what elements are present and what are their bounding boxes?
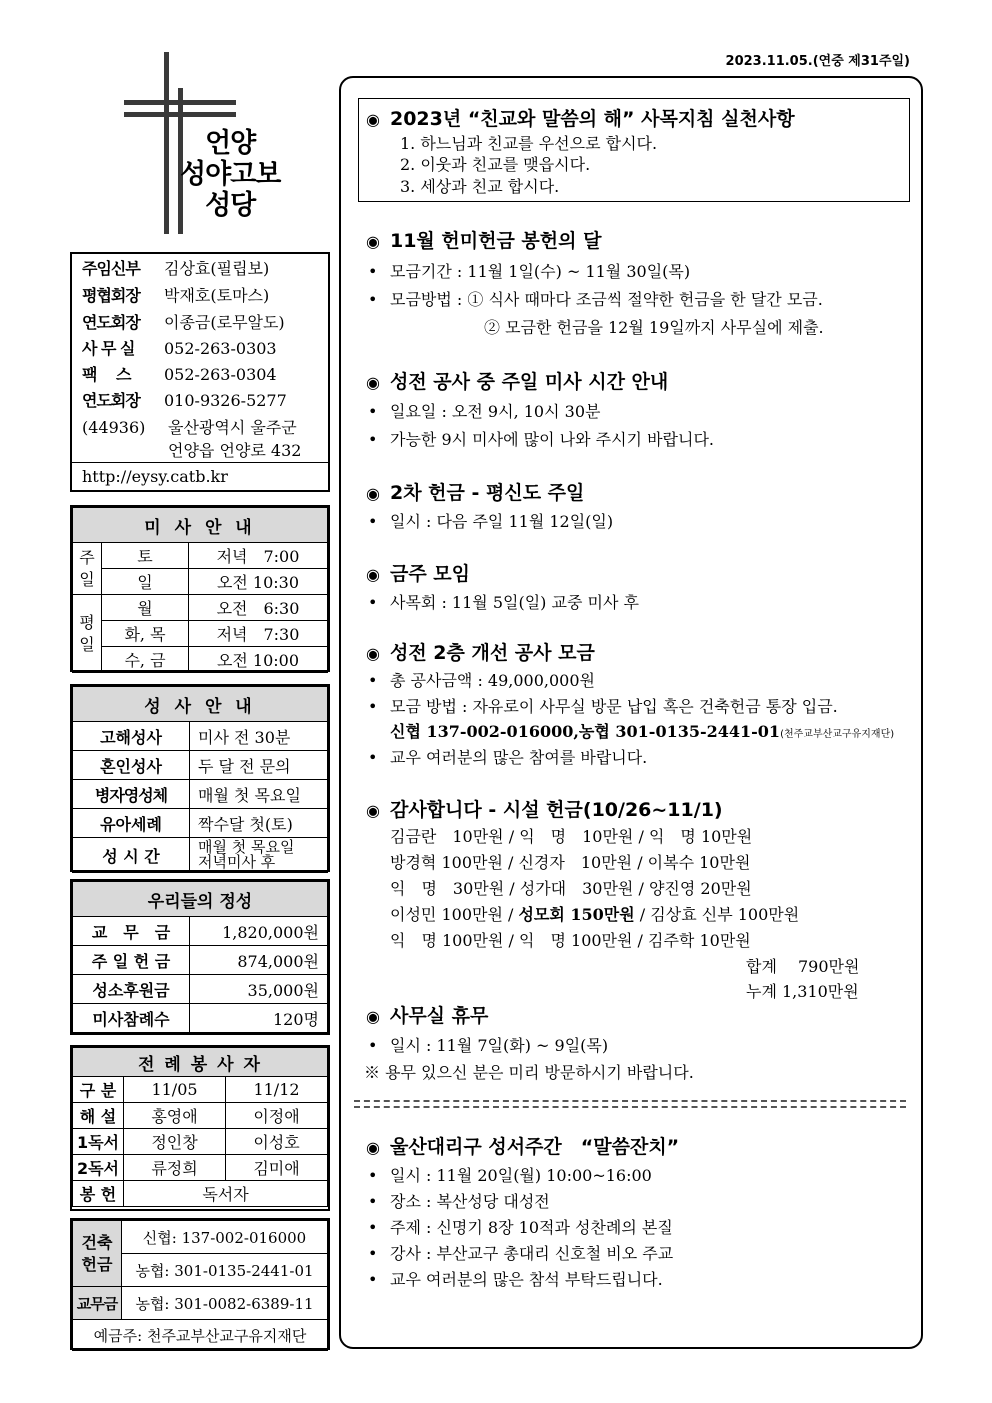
servers-label: 1독서: [73, 1129, 124, 1155]
info-value: 010-9326-5277: [164, 391, 287, 410]
servers-date: 11/05: [124, 1077, 226, 1103]
info-label: 팩 스: [82, 365, 131, 384]
mass-time: 오전 10:30: [189, 569, 328, 595]
pastoral-item: 1. 하느님과 친교를 우선으로 합시다.: [400, 134, 658, 153]
bullet-icon: •: [368, 1192, 378, 1211]
section-title: ◉ 11월 헌미헌금 봉헌의 달: [366, 230, 602, 252]
servers-name: 이성호: [226, 1129, 328, 1155]
postcode: (44936): [82, 418, 146, 437]
mass-day: 수, 금: [102, 647, 189, 673]
info-row: [82, 283, 269, 309]
bullet-icon: •: [368, 1036, 378, 1055]
section-title: ◉ 성전 2층 개선 공사 모금: [366, 642, 595, 664]
parish-name-line3: 성당: [205, 190, 256, 221]
section-title: ◉ 감사합니다 - 시설 헌금(10/26~11/1): [366, 799, 723, 821]
bullet-icon: •: [368, 402, 378, 421]
notice-line: • 일요일 : 오전 9시, 10시 30분: [368, 402, 601, 421]
notice-line: • 총 공사금액 : 49,000,000원: [368, 671, 595, 690]
account-number: 신협: 137-002-016000: [122, 1221, 328, 1254]
info-row: [82, 256, 269, 282]
notice-line: • 일시 : 다음 주일 11월 12일(일): [368, 512, 614, 531]
section-mark-icon: ◉: [366, 1007, 380, 1026]
donor-row: 익 명 30만원 / 성가대 30만원 / 양진영 20만원: [390, 879, 752, 898]
offering-name: 교 무 금: [73, 917, 190, 946]
donor-row: 익 명 100만원 / 익 명 100만원 / 김주학 10만원: [390, 931, 751, 950]
parish-name-line1: 언양: [205, 128, 256, 159]
info-label: 주임신부: [82, 259, 140, 278]
parish-name-line2: 성야고보: [180, 159, 281, 190]
sacrament-table: [72, 686, 328, 873]
offering-value: 874,000원: [190, 946, 328, 975]
sacrament-title: 성 사 안 내: [73, 687, 328, 722]
pastoral-title: ◉ 2023년 “친교와 말씀의 해” 사목지침 실천사항: [366, 108, 795, 130]
accounts-box: [70, 1218, 330, 1350]
mass-time: 저녁 7:30: [189, 621, 328, 647]
pastoral-item: 2. 이웃과 친교를 맺읍시다.: [400, 155, 591, 174]
notice-line: • 주제 : 신명기 8장 10적과 성찬례의 본질: [368, 1218, 673, 1237]
address-line1: 울산광역시 울주군: [168, 418, 297, 437]
donor-row: 이성민 100만원 / 성모회 150만원 / 김상효 신부 100만원: [390, 905, 800, 924]
notice-line: • 사목회 : 11월 5일(일) 교중 미사 후: [368, 593, 639, 612]
info-label: 연도회장: [82, 391, 140, 410]
servers-name: 정인창: [124, 1129, 226, 1155]
servers-name: 홍영애: [124, 1103, 226, 1129]
section-mark-icon: ◉: [366, 373, 380, 392]
servers-title: 전 례 봉 사 자: [73, 1048, 328, 1077]
info-row: [82, 310, 285, 336]
sacrament-name: 성 시 간: [73, 838, 190, 873]
offering-box: [70, 879, 330, 1035]
bullet-icon: •: [368, 593, 378, 612]
bullet-icon: •: [368, 1244, 378, 1263]
sacrament-box: [70, 684, 330, 872]
bullet-icon: •: [368, 290, 378, 309]
mass-day: 월: [102, 595, 189, 621]
section-title: ◉ 사무실 휴무: [366, 1005, 489, 1027]
building-fund-label: 건축: [81, 1232, 113, 1252]
offering-name: 미사참례수: [73, 1004, 190, 1033]
donation-total: 합계 790만원: [746, 957, 860, 976]
notice-line: • 모금 방법 : 자유로이 사무실 방문 납입 혹은 건축헌금 통장 입금.: [368, 697, 838, 716]
offering-value: 120명: [190, 1004, 328, 1033]
servers-name: 독서자: [124, 1181, 328, 1207]
weekday-label: 평일: [73, 595, 102, 673]
bullet-icon: •: [368, 512, 378, 531]
sunday-label: 주일: [73, 543, 102, 595]
account-holder: 예금주: 천주교부산교구유지재단: [73, 1320, 328, 1351]
notice-line: 신협 137-002-016000,농협 301-0135-2441-01(천주교부산교구유지재단): [390, 722, 895, 741]
bullet-icon: •: [368, 1166, 378, 1185]
info-value: 이종금(로무알도): [164, 313, 285, 332]
info-label: 평협회장: [82, 286, 140, 305]
mass-schedule-box: [70, 505, 330, 672]
info-value: 김상효(필립보): [164, 259, 270, 278]
mass-time: 저녁 7:00: [189, 543, 328, 569]
info-value: 박재호(토마스): [164, 286, 270, 305]
info-row: [82, 336, 277, 362]
section-mark-icon: ◉: [366, 484, 380, 503]
donor-row: 김금란 10만원 / 익 명 10만원 / 익 명 10만원: [390, 827, 753, 846]
info-value: 052-263-0304: [164, 365, 277, 384]
bullet-icon: •: [368, 1270, 378, 1289]
sacrament-name: 병자영성체: [73, 780, 190, 809]
notice-line: ※ 용무 있으신 분은 미리 방문하시기 바랍니다.: [364, 1063, 694, 1082]
dues-label: 교무금: [73, 1287, 122, 1320]
notice-line: ② 모금한 헌금을 12월 19일까지 사무실에 제출.: [484, 318, 824, 337]
mass-time: 오전 10:00: [189, 647, 328, 673]
sacrament-name: 유아세례: [73, 809, 190, 838]
servers-box: [70, 1045, 330, 1211]
info-value: 052-263-0303: [164, 339, 277, 358]
servers-label: 2독서: [73, 1155, 124, 1181]
section-divider: [354, 1100, 906, 1108]
sacrament-value: 짝수달 첫(토): [190, 809, 328, 838]
offering-title: 우리들의 정성: [73, 882, 328, 917]
notice-line: • 가능한 9시 미사에 많이 나와 주시기 바랍니다.: [368, 430, 714, 449]
mass-day: 화, 목: [102, 621, 189, 647]
notice-line: • 모금기간 : 11월 1일(수) ~ 11월 30일(목): [368, 262, 691, 281]
parish-info-box: [70, 252, 330, 492]
mass-day: 일: [102, 569, 189, 595]
bulletin-date: 2023.11.05.(연중 제31주일): [725, 54, 910, 69]
section-title: ◉ 2차 헌금 - 평신도 주일: [366, 482, 585, 504]
account-number: 농협: 301-0135-2441-01: [122, 1254, 328, 1287]
servers-label: 봉 헌: [73, 1181, 124, 1207]
account-holder-note: (천주교부산교구유지재단): [780, 729, 895, 740]
section-mark-icon: ◉: [366, 1138, 380, 1157]
sacrament-value: 미사 전 30분: [190, 722, 328, 751]
pastoral-item: 3. 세상과 친교 합시다.: [400, 177, 560, 196]
parish-name: [180, 128, 280, 221]
servers-name: 류정희: [124, 1155, 226, 1181]
sacrament-value: 매월 첫 목요일: [190, 780, 328, 809]
building-fund-label: 헌금: [81, 1254, 113, 1274]
section-title: ◉ 금주 모임: [366, 563, 470, 585]
servers-name: 김미애: [226, 1155, 328, 1181]
section-title: ◉ 울산대리구 성서주간 “말씀잔치”: [366, 1136, 680, 1158]
offering-value: 1,820,000원: [190, 917, 328, 946]
servers-date: 11/12: [226, 1077, 328, 1103]
accounts-table: [72, 1220, 328, 1351]
sacrament-value: 저녁미사 후: [198, 853, 276, 871]
bullet-icon: •: [368, 1218, 378, 1237]
bullet-icon: •: [368, 697, 378, 716]
section-mark-icon: ◉: [366, 565, 380, 584]
section-mark-icon: ◉: [366, 801, 380, 820]
section-mark-icon: ◉: [366, 232, 380, 251]
notice-line: • 일시 : 11월 7일(화) ~ 9일(목): [368, 1036, 609, 1055]
sacrament-name: 혼인성사: [73, 751, 190, 780]
notice-line: • 일시 : 11월 20일(월) 10:00~16:00: [368, 1166, 652, 1185]
bullet-icon: •: [368, 748, 378, 767]
website-link[interactable]: http://eysy.catb.kr: [82, 467, 228, 486]
servers-name: 이정애: [226, 1103, 328, 1129]
offering-name: 성소후원금: [73, 975, 190, 1004]
section-mark-icon: ◉: [366, 644, 380, 663]
sacrament-value: 두 달 전 문의: [190, 751, 328, 780]
donation-cumulative: 누계 1,310만원: [746, 982, 859, 1001]
mass-day: 토: [102, 543, 189, 569]
info-label: 사 무 실: [82, 339, 135, 358]
notice-line: • 장소 : 복산성당 대성전: [368, 1192, 550, 1211]
section-title: ◉ 성전 공사 중 주일 미사 시간 안내: [366, 371, 669, 393]
notice-line: • 강사 : 부산교구 총대리 신호철 비오 주교: [368, 1244, 674, 1263]
section-mark-icon: ◉: [366, 110, 380, 129]
bullet-icon: •: [368, 671, 378, 690]
account-number: 농협: 301-0082-6389-11: [122, 1287, 328, 1320]
address-line2: 언양읍 언양로 432: [168, 441, 302, 460]
servers-label: 구 분: [73, 1077, 124, 1103]
info-label: 연도회장: [82, 313, 140, 332]
servers-table: [72, 1047, 328, 1207]
info-row: [82, 362, 277, 388]
mass-time: 오전 6:30: [189, 595, 328, 621]
bullet-icon: •: [368, 430, 378, 449]
offering-value: 35,000원: [190, 975, 328, 1004]
sacrament-name: 고해성사: [73, 722, 190, 751]
servers-label: 해 설: [73, 1103, 124, 1129]
mass-schedule-title: 미 사 안 내: [73, 508, 328, 543]
info-row: [82, 388, 287, 414]
sacrament-value: 매월 첫 목요일: [198, 838, 295, 856]
donor-row: 방경혁 100만원 / 신경자 10만원 / 이복수 10만원: [390, 853, 751, 872]
mass-schedule-table: [72, 507, 328, 673]
offering-name: 주 일 헌 금: [73, 946, 190, 975]
notice-line: • 교우 여러분의 많은 참여를 바랍니다.: [368, 748, 648, 767]
offering-table: [72, 881, 328, 1033]
bullet-icon: •: [368, 262, 378, 281]
notice-line: • 교우 여러분의 많은 참석 부탁드립니다.: [368, 1270, 663, 1289]
notice-line: • 모금방법 : ① 식사 때마다 조금씩 절약한 헌금을 한 달간 모금.: [368, 290, 823, 309]
